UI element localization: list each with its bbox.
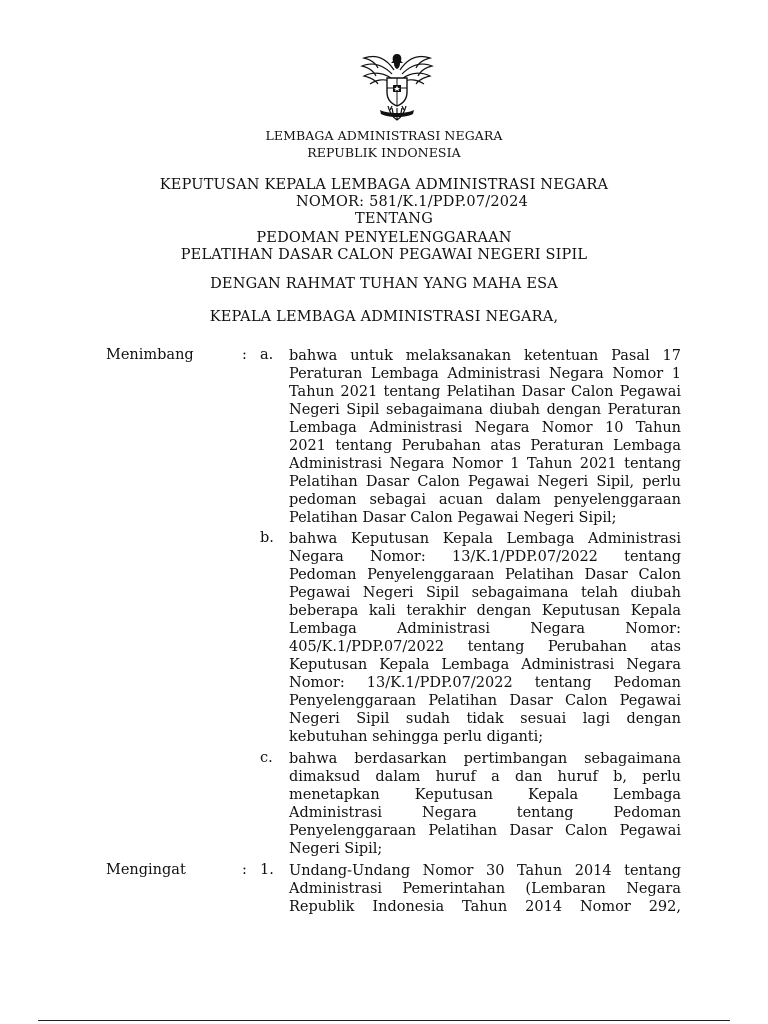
text-line: 405/K.1/PDP.07/2022 tentang Perubahan atas bbox=[289, 639, 681, 655]
text-line: pedoman sebagai acuan dalam penyelenggaraan bbox=[289, 492, 681, 508]
text-line: Penyelenggaraan Pelatihan Dasar Calon Pegawai bbox=[289, 823, 681, 839]
menimbang-item-c bbox=[289, 750, 681, 858]
text-line: Penyelenggaraan Pelatihan Dasar Calon Pegawai bbox=[289, 693, 681, 709]
text-line: beberapa kali terakhir dengan Keputusan Kepala bbox=[289, 603, 681, 619]
text-line: Negara Nomor: 13/K.1/PDP.07/2022 tentang bbox=[289, 549, 681, 565]
text-line: kebutuhan sehingga perlu diganti; bbox=[289, 729, 544, 745]
agency-name: LEMBAGA ADMINISTRASI NEGARA bbox=[265, 128, 503, 143]
text-line: dimaksud dalam huruf a dan huruf b, perlu bbox=[289, 769, 681, 785]
item-marker: c. bbox=[260, 750, 273, 766]
text-line: bahwa berdasarkan pertimbangan sebagaimana bbox=[289, 751, 681, 767]
text-line: Keputusan Kepala Lembaga Administrasi Negara bbox=[289, 657, 681, 673]
item-marker: b. bbox=[260, 530, 274, 546]
item-marker: a. bbox=[260, 347, 274, 363]
menimbang-colon: : bbox=[242, 347, 247, 363]
menimbang-item-a bbox=[289, 347, 681, 527]
mengingat-label: Mengingat bbox=[106, 862, 186, 878]
text-line: 2021 tentang Perubahan atas Peraturan Lembaga bbox=[289, 438, 681, 454]
text-line: Peraturan Lembaga Administrasi Negara Nomor 1 bbox=[289, 366, 681, 382]
decree-about: TENTANG bbox=[355, 211, 433, 227]
mengingat-colon: : bbox=[242, 862, 247, 878]
text-line: bahwa Keputusan Kepala Lembaga Administrasi bbox=[289, 531, 681, 547]
decree-title: KEPUTUSAN KEPALA LEMBAGA ADMINISTRASI NEGARA bbox=[159, 177, 609, 193]
decree-number: NOMOR: 581/K.1/PDP.07/2024 bbox=[295, 194, 529, 210]
decree-subject-line2: PELATIHAN DASAR CALON PEGAWAI NEGERI SIPIL bbox=[180, 247, 588, 263]
text-line: Tahun 2021 tentang Pelatihan Dasar Calon Pegawai bbox=[289, 384, 681, 400]
text-line: Undang-Undang Nomor 30 Tahun 2014 tentang bbox=[289, 863, 681, 879]
text-line: Republik Indonesia Tahun 2014 Nomor 292, bbox=[289, 899, 681, 915]
text-line: Pedoman Penyelenggaraan Pelatihan Dasar Calon bbox=[289, 567, 681, 583]
mengingat-item-1 bbox=[289, 862, 681, 916]
text-line: Administrasi Pemerintahan (Lembaran Negara bbox=[289, 881, 681, 897]
text-line: Negeri Sipil; bbox=[289, 841, 383, 857]
text-line: Administrasi Negara tentang Pedoman bbox=[289, 805, 681, 821]
text-line: menetapkan Keputusan Kepala Lembaga bbox=[289, 787, 681, 803]
text-line: Nomor: 13/K.1/PDP.07/2022 tentang Pedoman bbox=[289, 675, 681, 691]
decree-subject-line1: PEDOMAN PENYELENGGARAAN bbox=[256, 230, 512, 246]
invocation: DENGAN RAHMAT TUHAN YANG MAHA ESA bbox=[210, 276, 558, 292]
text-line: Negeri Sipil sudah tidak sesuai lagi dengan bbox=[289, 711, 681, 727]
menimbang-item-b bbox=[289, 530, 681, 746]
text-line: Lembaga Administrasi Negara Nomor 10 Tahun bbox=[289, 420, 681, 436]
item-marker: 1. bbox=[260, 862, 274, 878]
page-divider bbox=[38, 1020, 730, 1021]
text-line: Lembaga Administrasi Negara Nomor: bbox=[289, 621, 681, 637]
garuda-emblem-icon bbox=[358, 48, 436, 122]
country-name: REPUBLIK INDONESIA bbox=[307, 145, 461, 160]
issuer: KEPALA LEMBAGA ADMINISTRASI NEGARA, bbox=[209, 309, 559, 325]
text-line: Pelatihan Dasar Calon Pegawai Negeri Sipil; bbox=[289, 510, 617, 526]
text-line: Pegawai Negeri Sipil sebagaimana telah diubah bbox=[289, 585, 681, 601]
menimbang-label: Menimbang bbox=[106, 347, 194, 363]
text-line: bahwa untuk melaksanakan ketentuan Pasal 17 bbox=[289, 348, 681, 364]
text-line: Negeri Sipil sebagaimana diubah dengan Peraturan bbox=[289, 402, 681, 418]
text-line: Administrasi Negara Nomor 1 Tahun 2021 tentang bbox=[289, 456, 681, 472]
text-line: Pelatihan Dasar Calon Pegawai Negeri Sipil, perlu bbox=[289, 474, 681, 490]
